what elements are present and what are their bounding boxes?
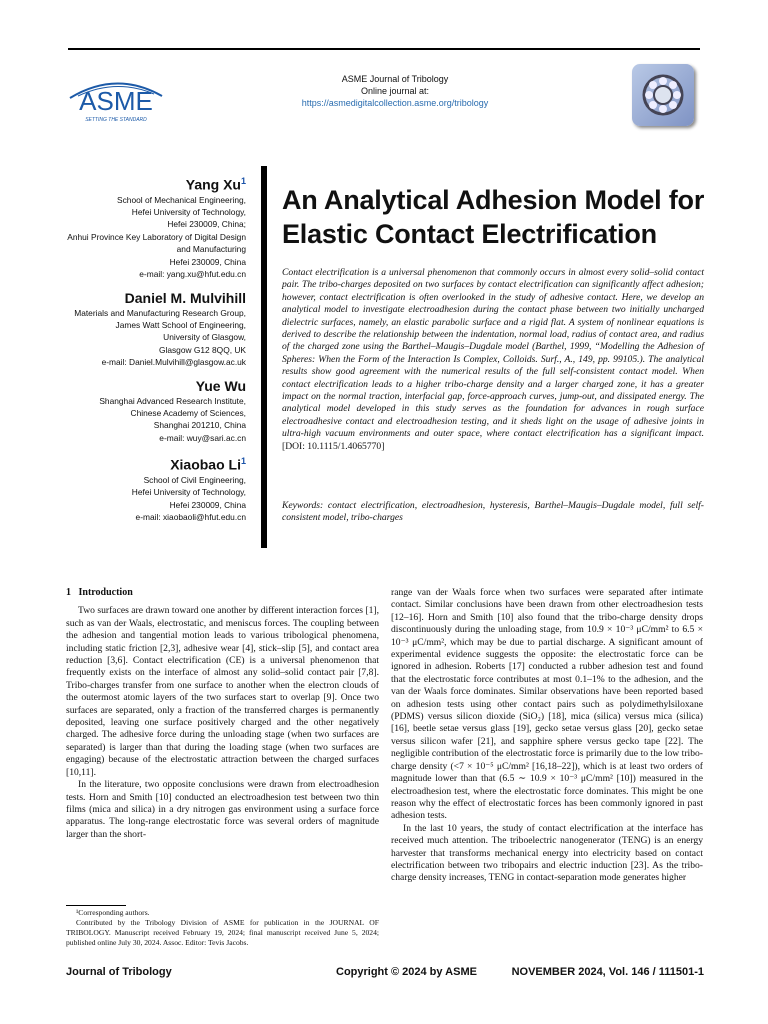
author-name: Xiaobao Li xyxy=(170,456,241,473)
keywords: Keywords: contact electrification, electroadhesion, hysteresis, Barthel–Maugis–Dugdale model, full self-consistent model, tribo-charges xyxy=(282,500,704,524)
journal-link[interactable]: https://asmedigitalcollection.asme.org/tribology xyxy=(301,98,489,108)
online-label: Online journal at: xyxy=(360,86,430,96)
logo-text: ASME xyxy=(79,86,153,116)
author-block xyxy=(40,377,246,445)
affiliation-line: Chinese Academy of Sciences, xyxy=(130,407,246,418)
author-list xyxy=(40,172,246,531)
asme-logo xyxy=(66,68,166,124)
body-column-left xyxy=(66,587,379,841)
paper-title: An Analytical Adhesion Model for Elastic Contact Electrification xyxy=(282,185,705,249)
author-mark: 1 xyxy=(240,176,246,186)
header-rule xyxy=(68,48,700,50)
paragraph: range van der Waals force when two surfaces were separated after intimate contact. Similar conclusions have been drawn from other electroadhesion tests [12–16]. Horn and Smith [10] also found that the tribo-charge density drops discontinuously during the unloading stage, from 10.9 × 10⁻³ μC/mm² to 6.5 × 10⁻³ μC/mm², which may be due to partial discharge. A significant amount of experimental evidence suggests the opposite: the electrostatic force can be ignored in adhesion. Roberts [17] conducted a rubber adhesion test and found that the electrostatic force contributes at most 0.1–1% to the adhesion, and the van der Waals force dominates. Similar observations have been reported based on adhesion tests using other contact pairs such as polydimethylsiloxane (PDMS) versus silicon dioxide (SiO₂) [18], mica (silica) versus mica (silica) [16], beetle setae versus glass [19], gecko setae versus glass [20], gecko setae versus silicon wafer [21], and sapphire sphere versus gecko tape [22]. The negligible contribution of the electrostatic force is primarily due to the low tribo-charge density (<7 × 10⁻⁵ μC/mm² [16,18–22]), which is at least two orders of magnitude lower than that (6.5 ∼ 10.9 × 10⁻³ μC/mm² [10]) measured in the electroadhesion test, where the electrostatic force dominates. This might be one reason why the effect of electrostatic forces has been commonly ignored in past adhesion tests. xyxy=(391,587,703,822)
footnote-rule xyxy=(66,905,126,906)
affiliation-line: Hefei 230009, China xyxy=(169,256,246,267)
footnote: ¹Corresponding authors. xyxy=(76,908,150,917)
paragraph: Two surfaces are drawn toward one another by different interaction forces [1], such as van der Waals, electrostatic, and meniscus forces. The coupling between the adhesion and tangential motion leads to various tribological phenomena, including static friction [2,3], adhesive wear [4], stick–slip [5], and contact area reduction [3,6]. Contact electrification (CE) is a universal phenomenon that frequently exists on the interface of almost any solid–solid contact pair [7,8]. Tribo-charges transfer from one surface to another when the electron clouds of the outermost atomic layers of the two surfaces start to overlap [9]. Once two surfaces are separated, only a fraction of the transferred charges is permanently deposited, leaving one surface positively charged and the other negatively charged. The adhesive force during the unloading stage (when two surfaces are separated) is larger than that during the loading stage (when two surfaces are engaging) because of the electrostatic attraction between the charged surfaces [10,11]. xyxy=(66,605,379,778)
affiliation-line: Anhui Province Key Laboratory of Digital Design xyxy=(67,231,246,242)
author-email[interactable]: e-mail: yang.xu@hfut.edu.cn xyxy=(139,269,246,280)
affiliation-line: University of Glasgow, xyxy=(163,332,246,343)
author-block xyxy=(40,452,246,523)
author-block xyxy=(40,289,246,369)
affiliation-line: Hefei University of Technology, xyxy=(131,207,246,218)
journal-name: ASME Journal of Tribology xyxy=(341,74,449,84)
footnote: Contributed by the Tribology Division of ASME for publication in the JOURNAL OF TRIBOLOGY. Manuscript received February 19, 2024; final manuscript received June 5, 2024; published online July 30, 2024. Assoc. Editor: Tevis Jacobs. xyxy=(66,918,379,947)
doi[interactable]: [DOI: 10.1115/1.4065770] xyxy=(282,440,385,452)
author-email[interactable]: e-mail: xiaobaoli@hfut.edu.cn xyxy=(135,512,246,523)
footnotes xyxy=(66,908,379,948)
footer-issue: NOVEMBER 2024, Vol. 146 / 111501-1 xyxy=(511,966,704,978)
author-email[interactable]: e-mail: wuy@sari.ac.cn xyxy=(159,432,246,443)
abstract-text: Contact electrification is a universal phenomenon that commonly occurs in almost every solid–solid contact pair. The tribo-charges deposited on two surfaces by contact electrification can significantly affect adhesion; however, contact electrification is often overlooked in the study of adhesive contact. Here, we develop an analytical model to investigate electroadhesion during the contact phase between two initially uncharged dielectric surfaces, namely, an elastic parabolic surface and a rigid flat. A system of nonlinear equations is derived to describe the relationship between the indentation, normal load, radius of contact area, and radius of the charged zone using the Barthel–Maugis–Dugdale model (Barthel, 1999, “Modelling the Adhesion of Spheres: When the Form of the Interaction Is Complex, Colloids. Surf., A., 149, pp. 99105.). The analytical results show good agreement with the numerical results of the full self-consistent contact model. When contact electrification leads to a higher tribo-charge density and a larger charged zone, it has a greater impact on the normal traction, interfacial gap, force-approach curves, jump-out, and dissipated energy. The analytical model developed in this study serves as the foundation for advances in rough surface electroadhesive contact and electroadhesion testing, and it sheds light on the usage of adhesive joints in ultra-high vacuum environments and outer space, where contact electrification has a significant impact. xyxy=(282,267,704,440)
logo-tagline: SETTING THE STANDARD xyxy=(85,117,147,123)
affiliation-line: James Watt School of Engineering, xyxy=(115,319,246,330)
paragraph: In the last 10 years, the study of contact electrification at the interface has received much attention. The triboelectric nanogenerator (TENG) is an energy harvester that transforms mechanical energy into electricity based on contact electrification between two tribopairs and electric induction [23]. As the tribo-charge density increases, TENG in contact-separation mode generates higher xyxy=(391,822,703,884)
footer-copyright: Copyright © 2024 by ASME xyxy=(336,966,477,978)
affiliation-line: Hefei University of Technology, xyxy=(131,487,246,498)
title-bar xyxy=(261,166,267,548)
affiliation-line: School of Civil Engineering, xyxy=(143,474,246,485)
section-number: 1 xyxy=(66,587,71,598)
footer-journal: Journal of Tribology xyxy=(66,966,172,978)
author-name: Yue Wu xyxy=(195,377,246,394)
paragraph: In the literature, two opposite conclusions were drawn from electroadhesion tests. Horn and Smith [10] conducted an electroadhesion test between two thin films (mica and silica) in a dry nitrogen gas environment using a surface force apparatus. The long-range electrostatic force was several orders of magnitude larger than the short- xyxy=(66,779,379,840)
abstract xyxy=(282,267,704,453)
bearing-icon xyxy=(632,64,694,126)
affiliation-line: Materials and Manufacturing Research Group, xyxy=(74,307,246,318)
affiliation-line: and Manufacturing xyxy=(176,244,246,255)
affiliation-line: Shanghai 201210, China xyxy=(153,420,246,431)
author-name: Daniel M. Mulvihill xyxy=(124,289,246,306)
section-title: Introduction xyxy=(78,587,133,598)
affiliation-line: Shanghai Advanced Research Institute, xyxy=(99,395,246,406)
author-mark: 1 xyxy=(240,456,246,467)
affiliation-line: Hefei 230009, China xyxy=(169,499,246,510)
author-block xyxy=(40,172,246,281)
journal-cover-image xyxy=(632,64,694,126)
affiliation-line: School of Mechanical Engineering, xyxy=(117,194,246,205)
journal-info xyxy=(290,73,500,109)
author-name: Yang Xu xyxy=(185,176,241,193)
affiliation-line: Hefei 230009, China; xyxy=(167,219,246,230)
body-column-right xyxy=(391,587,703,885)
affiliation-line: Glasgow G12 8QQ, UK xyxy=(158,344,246,355)
author-email[interactable]: e-mail: Daniel.Mulvihill@glasgow.ac.uk xyxy=(101,357,246,368)
section-heading xyxy=(66,587,379,599)
